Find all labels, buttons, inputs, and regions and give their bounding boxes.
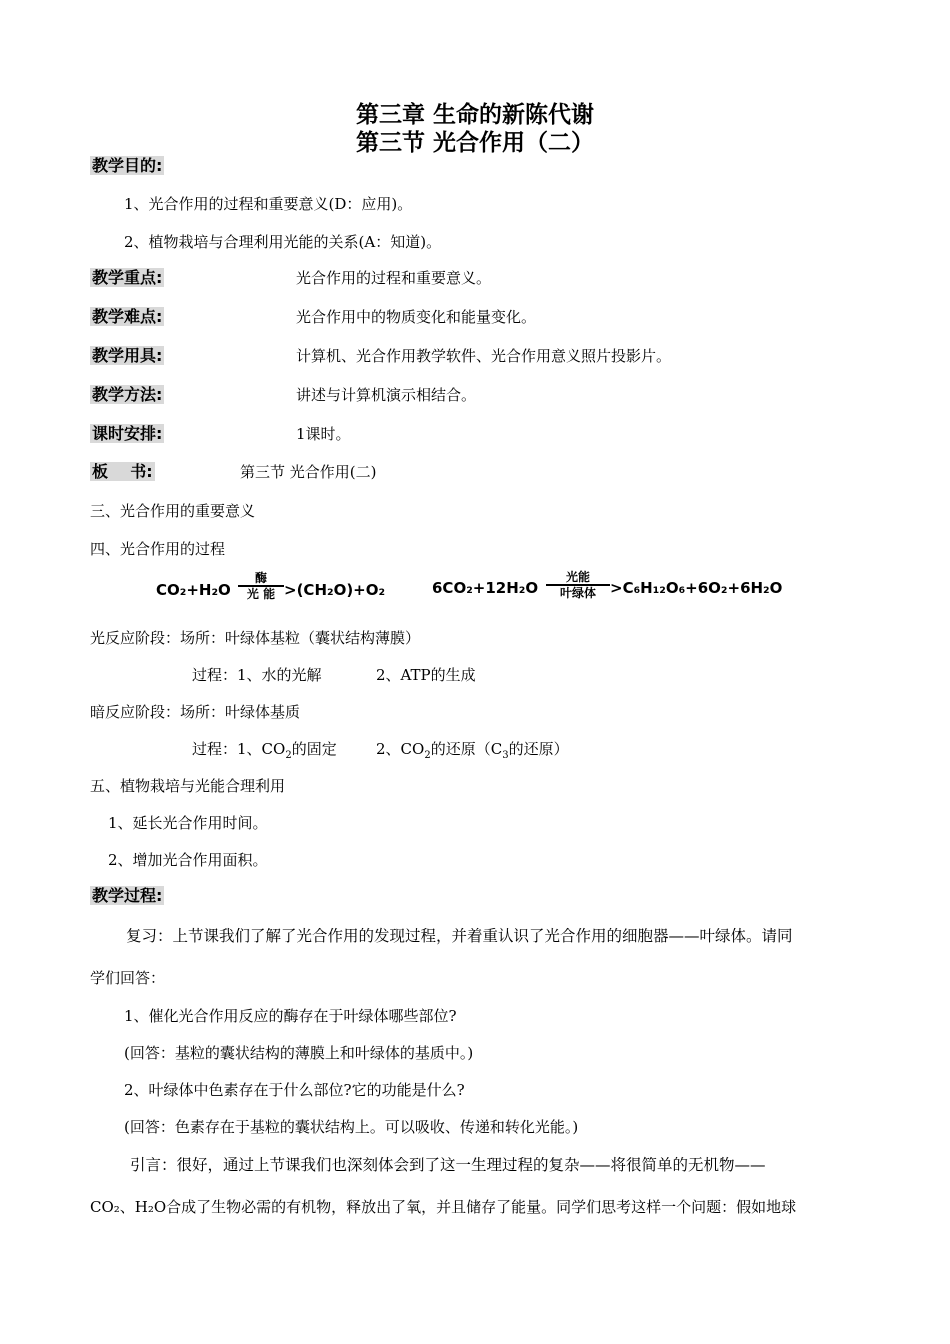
answer-1: (回答：基粒的囊状结构的薄膜上和叶绿体的基质中。) [124,1044,474,1062]
dark-process-2-suffix: 的还原） [508,740,569,758]
meta-row-schedule [90,424,890,444]
eq2-energy: 光能 [565,570,590,584]
section-title: 第三节 光合作用（二） [355,130,594,156]
intro-paragraph-line-1: 引言：很好，通过上节课我们也深刻体会到了这一生理过程的复杂——将很简单的无机物—— [130,1156,766,1174]
eq1-arrow-head: > [284,581,297,599]
board-title: 第三节 光合作用(二) [240,463,377,481]
eq1-catalyst: 酶 [254,571,267,585]
dark-reaction-site: 暗反应阶段：场所：叶绿体基质 [90,703,301,721]
dark-process-2-text: 2、CO [376,740,425,758]
eq1-condition [238,572,284,600]
objective-item: 1、光合作用的过程和重要意义(D：应用)。 [124,195,413,213]
meta-value: 讲述与计算机演示相结合。 [296,386,477,404]
eq1-reactants: CO₂+H₂O [156,581,231,599]
objective-item: 2、植物栽培与合理利用光能的关系(A：知道)。 [124,233,442,251]
eq2-reactants: 6CO₂+12H₂O [432,579,539,597]
light-reaction-process-2: 2、ATP的生成 [376,666,476,684]
eq1-products-text: (CH₂O)+O₂ [296,581,386,599]
equation-1 [156,580,231,600]
meta-value: 1课时。 [296,425,351,443]
board-line-significance: 三、光合作用的重要意义 [90,502,256,520]
chapter-title: 第三章 生命的新陈代谢 [355,102,594,128]
meta-label: 课时安排: [92,424,163,443]
meta-value: 计算机、光合作用教学软件、光合作用意义照片投影片。 [296,347,672,365]
subscript-2: 2 [285,750,292,761]
review-paragraph-line-2: 学们回答： [90,969,166,987]
meta-label: 教学重点: [92,268,163,287]
eq2-arrow-head: > [610,579,623,597]
dark-reaction-process-1 [192,739,337,766]
review-paragraph-line-1: 复习：上节课我们了解了光合作用的发现过程，并着重认识了光合作用的细胞器——叶绿体。请同 [126,927,793,945]
dark-process-2-mid: 的还原（C [430,740,503,758]
process-label: 教学过程: [92,886,163,905]
eq2-condition [546,571,610,599]
section5-item-1: 1、延长光合作用时间。 [108,814,268,832]
meta-value: 光合作用的过程和重要意义。 [296,269,492,287]
eq2-site: 叶绿体 [559,586,596,600]
meta-row-key-points [90,268,890,288]
board-label: 板 书: [92,462,153,481]
meta-label: 教学用具: [92,346,163,365]
dark-process-1-text: 过程：1、CO [192,740,286,758]
meta-row-method [90,385,890,405]
equation-2 [432,578,538,598]
subscript-3: 3 [502,750,509,761]
eq1-energy: 光 能 [246,587,276,601]
eq1-products [284,580,385,600]
board-row [90,462,890,482]
eq2-products [610,578,782,598]
dark-process-1-suffix: 的固定 [291,740,337,758]
light-reaction-process-1: 过程：1、水的光解 [192,666,322,684]
board-line-process: 四、光合作用的过程 [90,540,226,558]
section5-item-2: 2、增加光合作用面积。 [108,851,268,869]
meta-row-tools [90,346,890,366]
meta-label: 教学难点: [92,307,163,326]
intro-paragraph-line-2: CO₂、H₂O合成了生物必需的有机物，释放出了氧，并且储存了能量。同学们思考这样一个问题：假如地球 [90,1198,797,1216]
subscript-2: 2 [424,750,431,761]
meta-value: 光合作用中的物质变化和能量变化。 [296,308,537,326]
meta-label: 教学方法: [92,385,163,404]
objectives-label: 教学目的: [92,156,163,175]
section5-heading: 五、植物栽培与光能合理利用 [90,777,286,795]
answer-2: (回答：色素存在于基粒的囊状结构上。可以吸收、传递和转化光能。) [124,1118,579,1136]
dark-reaction-process-2 [376,739,569,766]
question-1: 1、催化光合作用反应的酶存在于叶绿体哪些部位? [124,1007,457,1025]
eq2-products-text: C₆H₁₂O₆+6O₂+6H₂O [622,579,783,597]
meta-row-difficulties [90,307,890,327]
objectives-label-row [90,156,164,176]
question-2: 2、叶绿体中色素存在于什么部位?它的功能是什么? [124,1081,465,1099]
process-label-row [90,886,164,906]
light-reaction-site: 光反应阶段：场所：叶绿体基粒（囊状结构薄膜） [90,629,421,647]
